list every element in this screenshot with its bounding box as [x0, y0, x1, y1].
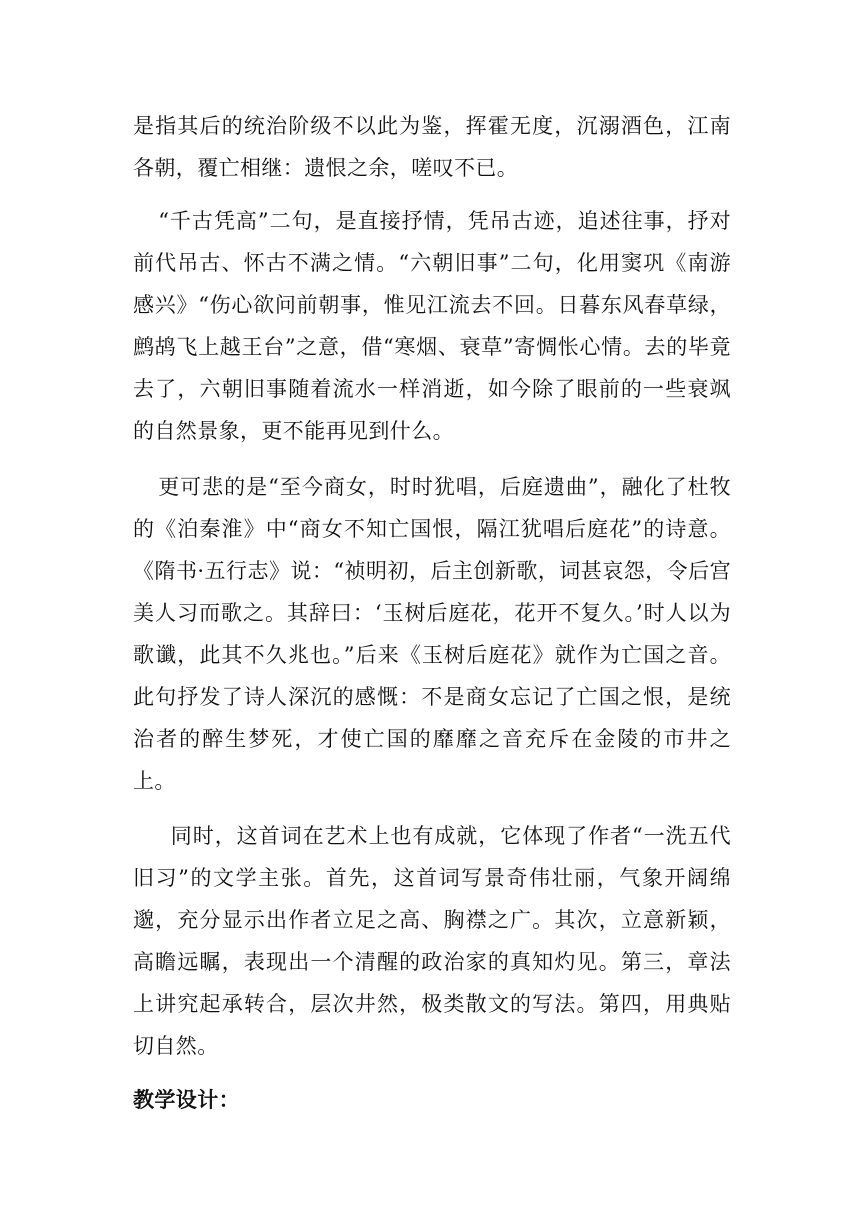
document-body	[133, 105, 731, 1121]
section-heading-teaching-design: 教学设计：	[133, 1087, 240, 1112]
paragraph-continuation: 是指其后的统治阶级不以此为鉴，挥霍无度，沉溺酒色，江南各朝，覆亡相继：遗恨之余，嗟叹不已。	[133, 114, 731, 180]
paragraph-shangnv: 更可悲的是“至今商女，时时犹唱，后庭遗曲”，融化了杜牧的《泊秦淮》中“商女不知亡国恨，隔江犹唱后庭花”的诗意。《隋书·五行志》说：“祯明初，后主创新歌，词甚哀怨，令后宫美人习而歌之。其辞曰：‘玉树后庭花，花开不复久。’时人以为歌谶，此其不久兆也。”后来《玉树后庭花》就作为亡国之音。此句抒发了诗人深沉的感慨：不是商女忘记了亡国之恨，是统治者的醉生梦死，才使亡国的靡靡之音充斥在金陵的市井之上。	[133, 475, 731, 793]
paragraph-qiangu-pinggao: “千古凭高”二句，是直接抒情，凭吊古迹，追述往事，抒对前代吊古、怀古不满之情。“六朝旧事”二句，化用窦巩《南游感兴》“伤心欲问前朝事，惟见江流去不回。日暮东风春草绿，鹧鸪飞上越王台”之意，借“寒烟、衰草”寄惆怅心情。去的毕竟去了，六朝旧事随着流水一样消逝，如今除了眼前的一些衰飒的自然景象，更不能再见到什么。	[133, 209, 731, 443]
paragraph-artistic-achievement: 同时，这首词在艺术上也有成就，它体现了作者“一洗五代旧习”的文学主张。首先，这首词写景奇伟壮丽，气象开阔绵邈，充分显示出作者立足之高、胸襟之广。其次，立意新颖，高瞻远瞩，表现出一个清醒的政治家的真知灼见。第三，章法上讲究起承转合，层次井然，极类散文的写法。第四，用典贴切自然。	[133, 824, 731, 1058]
